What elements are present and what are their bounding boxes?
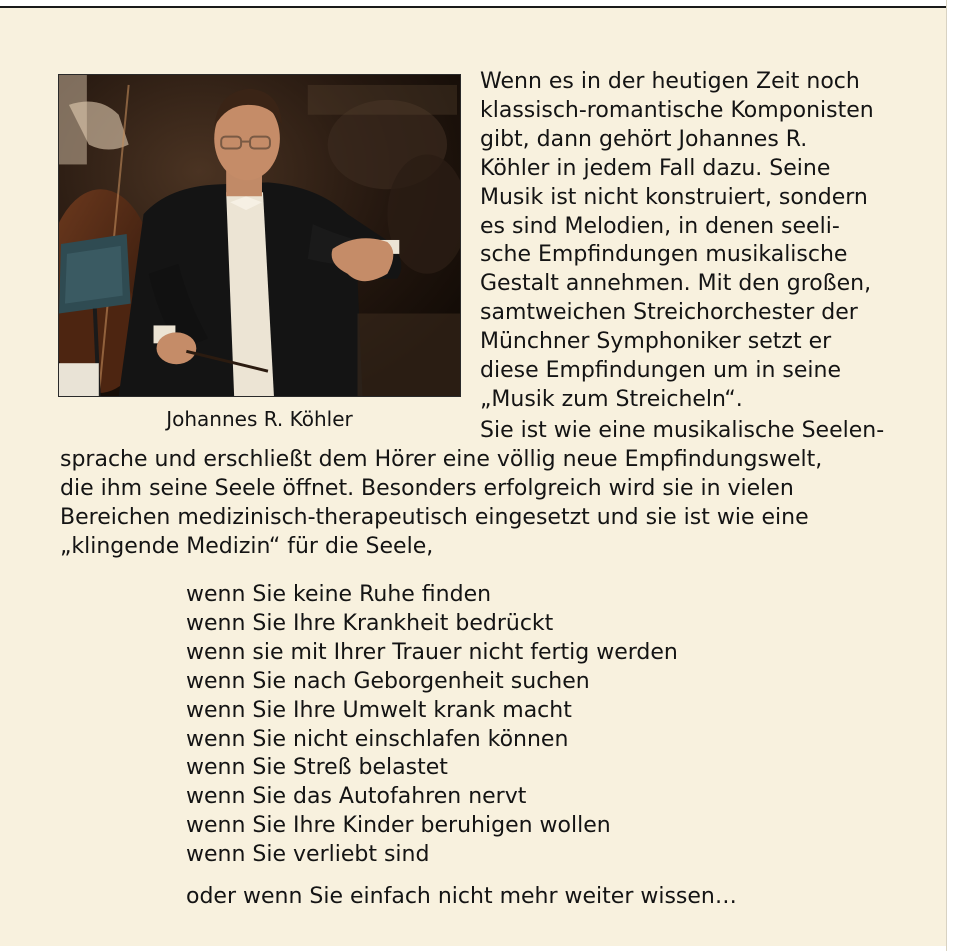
closing-line: oder wenn Sie einfach nicht mehr weiter wissen… xyxy=(186,884,737,909)
intro-line: „Musik zum Streicheln“. xyxy=(480,386,743,412)
page-edge xyxy=(946,0,955,951)
list-item: wenn Sie Ihre Kinder beruhigen wollen xyxy=(186,813,611,839)
list-item: wenn Sie nach Geborgenheit suchen xyxy=(186,668,590,694)
list-item: wenn Sie nicht einschlafen können xyxy=(186,726,569,752)
list-item: wenn Sie verliebt sind xyxy=(186,842,430,868)
body-line: Sie ist wie eine musikalische Seelen- xyxy=(480,418,885,443)
intro-paragraph xyxy=(480,68,892,415)
body-paragraph xyxy=(60,417,893,562)
booklet-page xyxy=(0,6,946,946)
intro-line: sche Empfindungen musikalische xyxy=(480,242,848,268)
body-line: die ihm seine Seele öffnet. Besonders erfolgreich wird sie in vielen xyxy=(60,475,794,501)
body-line: Bereichen medizinisch-therapeutisch eingesetzt und sie ist wie eine xyxy=(60,504,809,530)
intro-line: es sind Melodien, in denen seeli- xyxy=(480,213,840,239)
list-item: wenn Sie das Autofahren nervt xyxy=(186,784,527,810)
wenn-list xyxy=(186,581,678,870)
body-line: sprache und erschließt dem Hörer eine völlig neue Empfindungswelt, xyxy=(60,446,823,472)
intro-line: Münchner Symphoniker setzt er xyxy=(480,329,832,355)
photo-caption: Johannes R. Köhler xyxy=(166,407,353,431)
intro-line: Musik ist nicht konstruiert, sondern xyxy=(480,184,868,210)
list-item: wenn Sie keine Ruhe finden xyxy=(186,582,492,607)
list-item: wenn sie mit Ihrer Trauer nicht fertig werden xyxy=(186,639,678,665)
intro-line: Köhler in jedem Fall dazu. Seine xyxy=(480,155,831,181)
intro-line: klassisch-romantische Komponisten xyxy=(480,97,874,123)
intro-line: samtweichen Streichorchester der xyxy=(480,300,858,326)
intro-line: diese Empfindungen um in seine xyxy=(480,358,841,384)
list-item: wenn Sie Ihre Umwelt krank macht xyxy=(186,697,572,723)
intro-line: Wenn es in der heutigen Zeit noch xyxy=(480,69,860,94)
body-line: „klingende Medizin“ für die Seele, xyxy=(60,533,434,559)
intro-line: gibt, dann gehört Johannes R. xyxy=(480,126,808,152)
list-item: wenn Sie Streß belastet xyxy=(186,755,448,781)
conductor-photo-icon xyxy=(58,74,461,397)
intro-line: Gestalt annehmen. Mit den großen, xyxy=(480,271,872,297)
list-item: wenn Sie Ihre Krankheit bedrückt xyxy=(186,610,554,636)
